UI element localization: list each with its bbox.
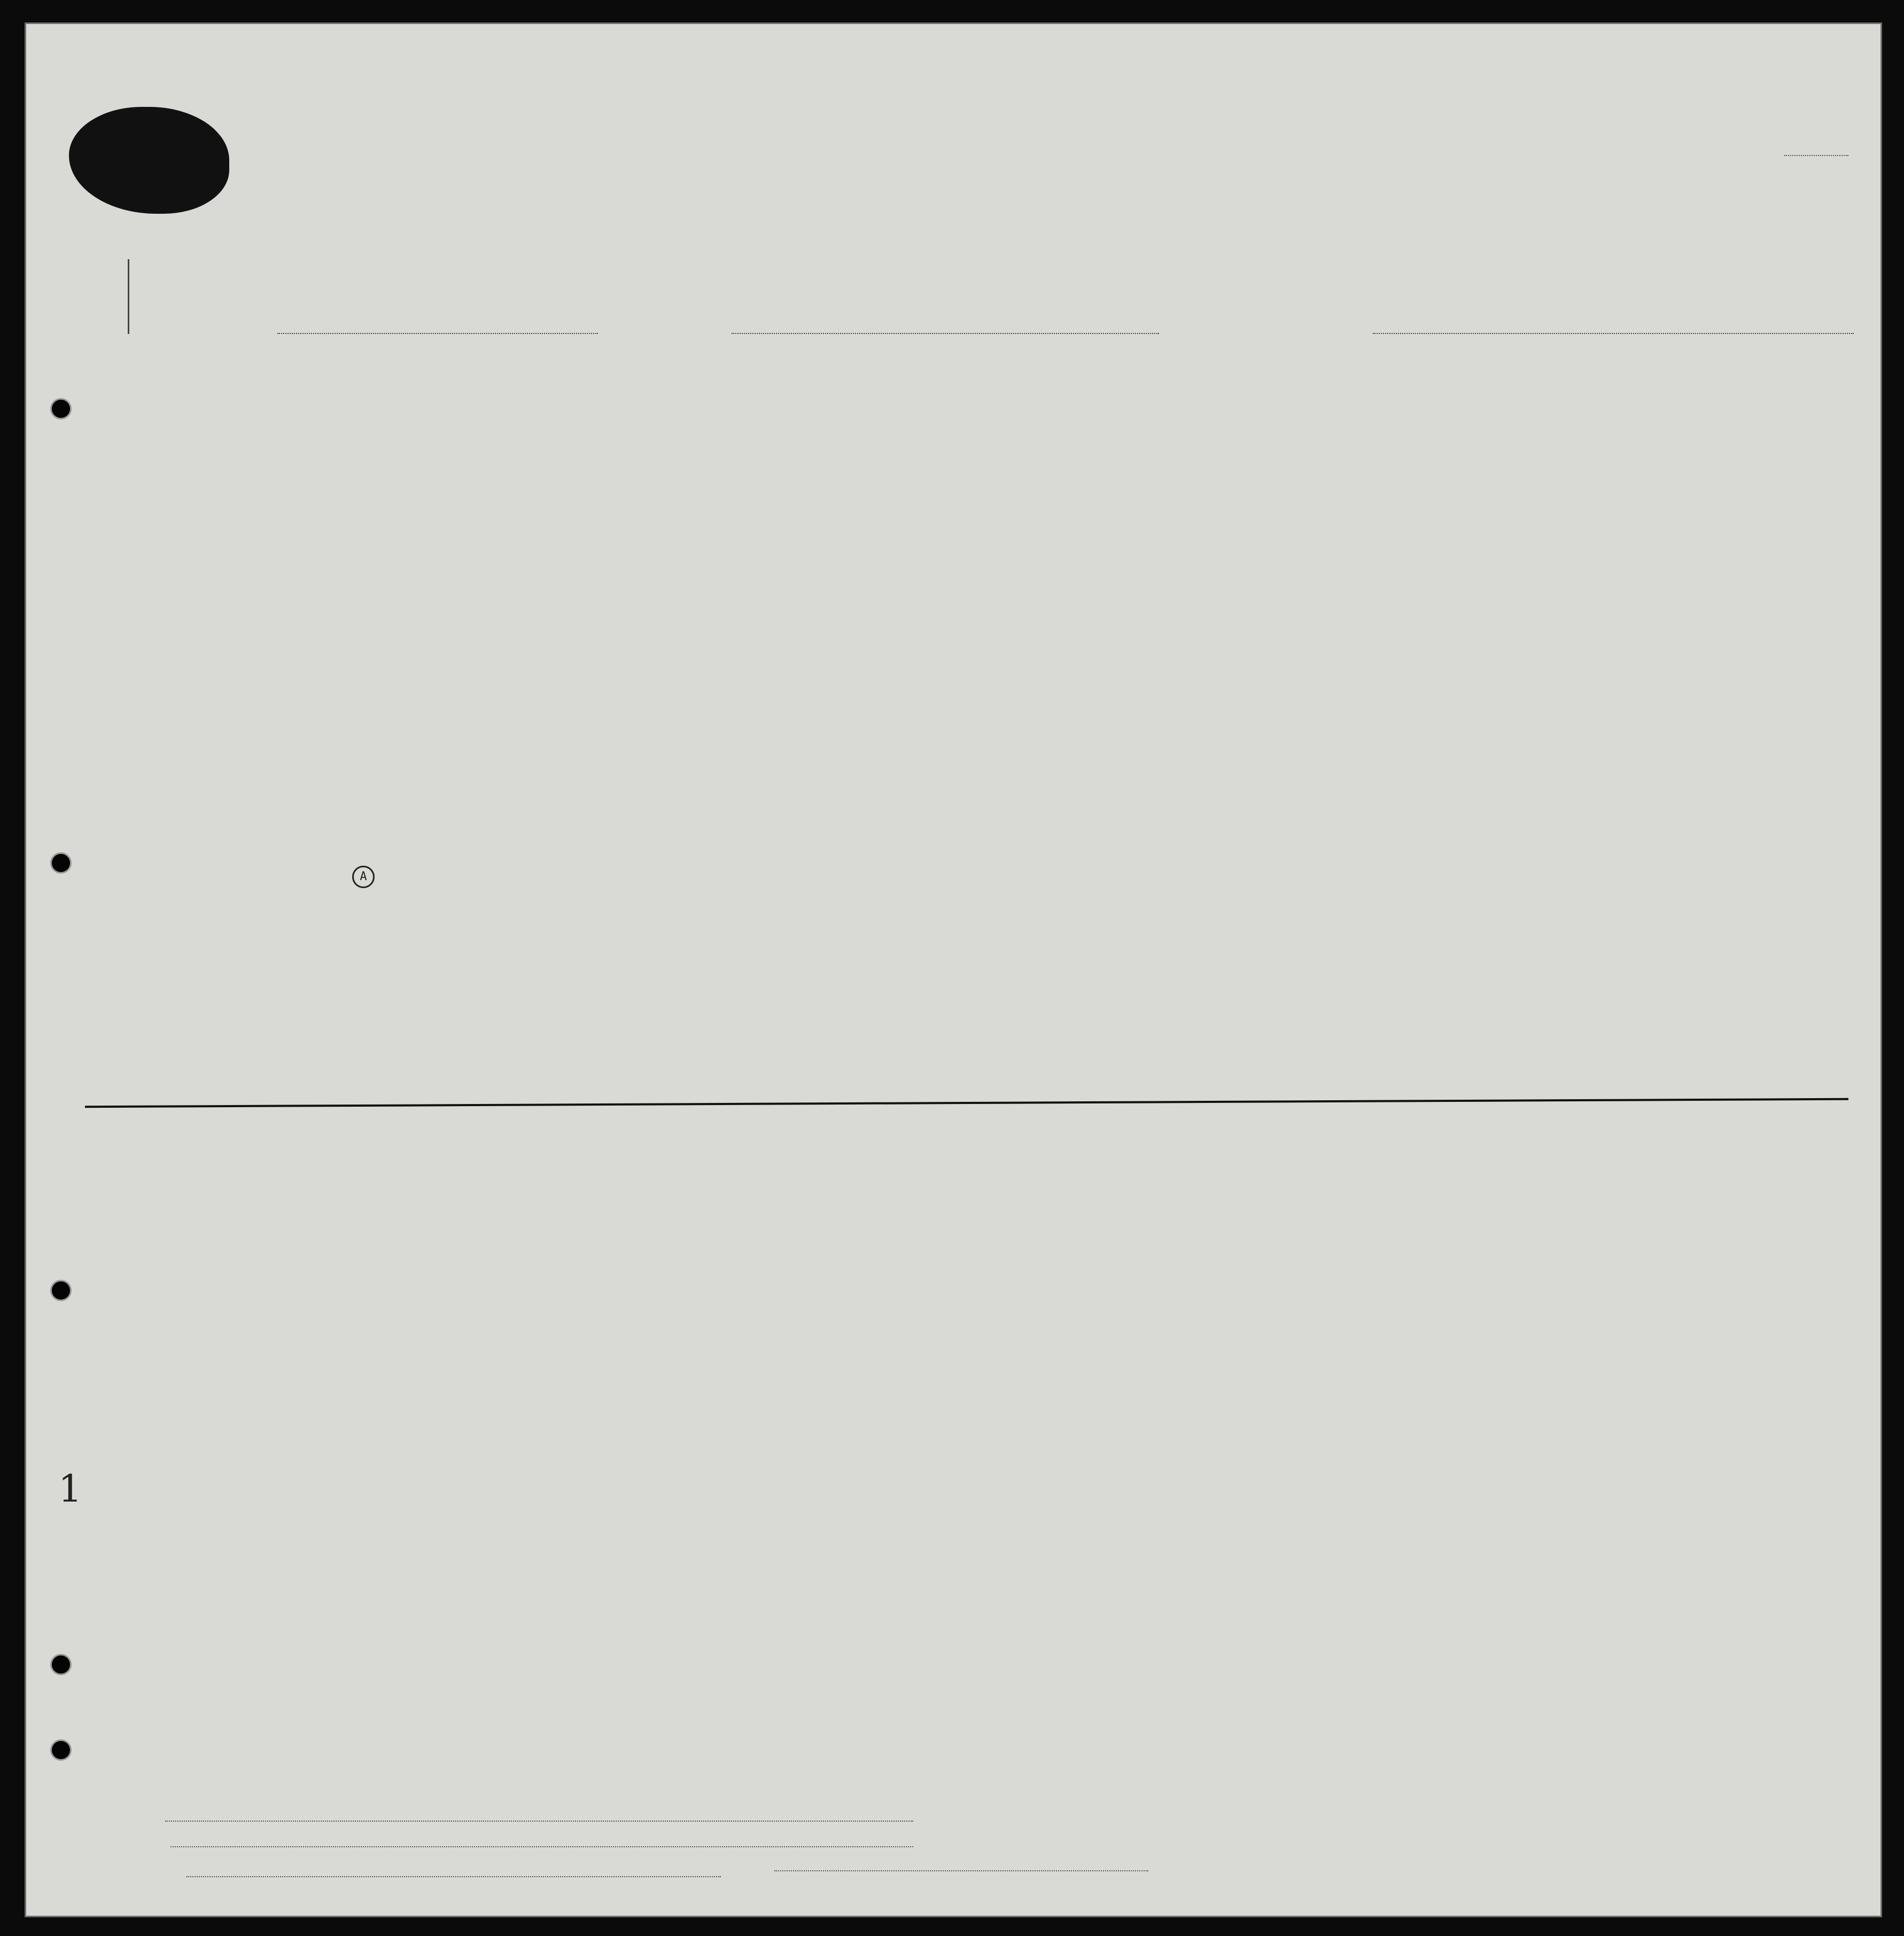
margin-mark: 1 [58, 1467, 82, 1511]
annotation-circle: A [352, 866, 375, 888]
id-card-check-marks [26, 24, 1880, 1916]
manifest-sheet [25, 22, 1882, 1917]
